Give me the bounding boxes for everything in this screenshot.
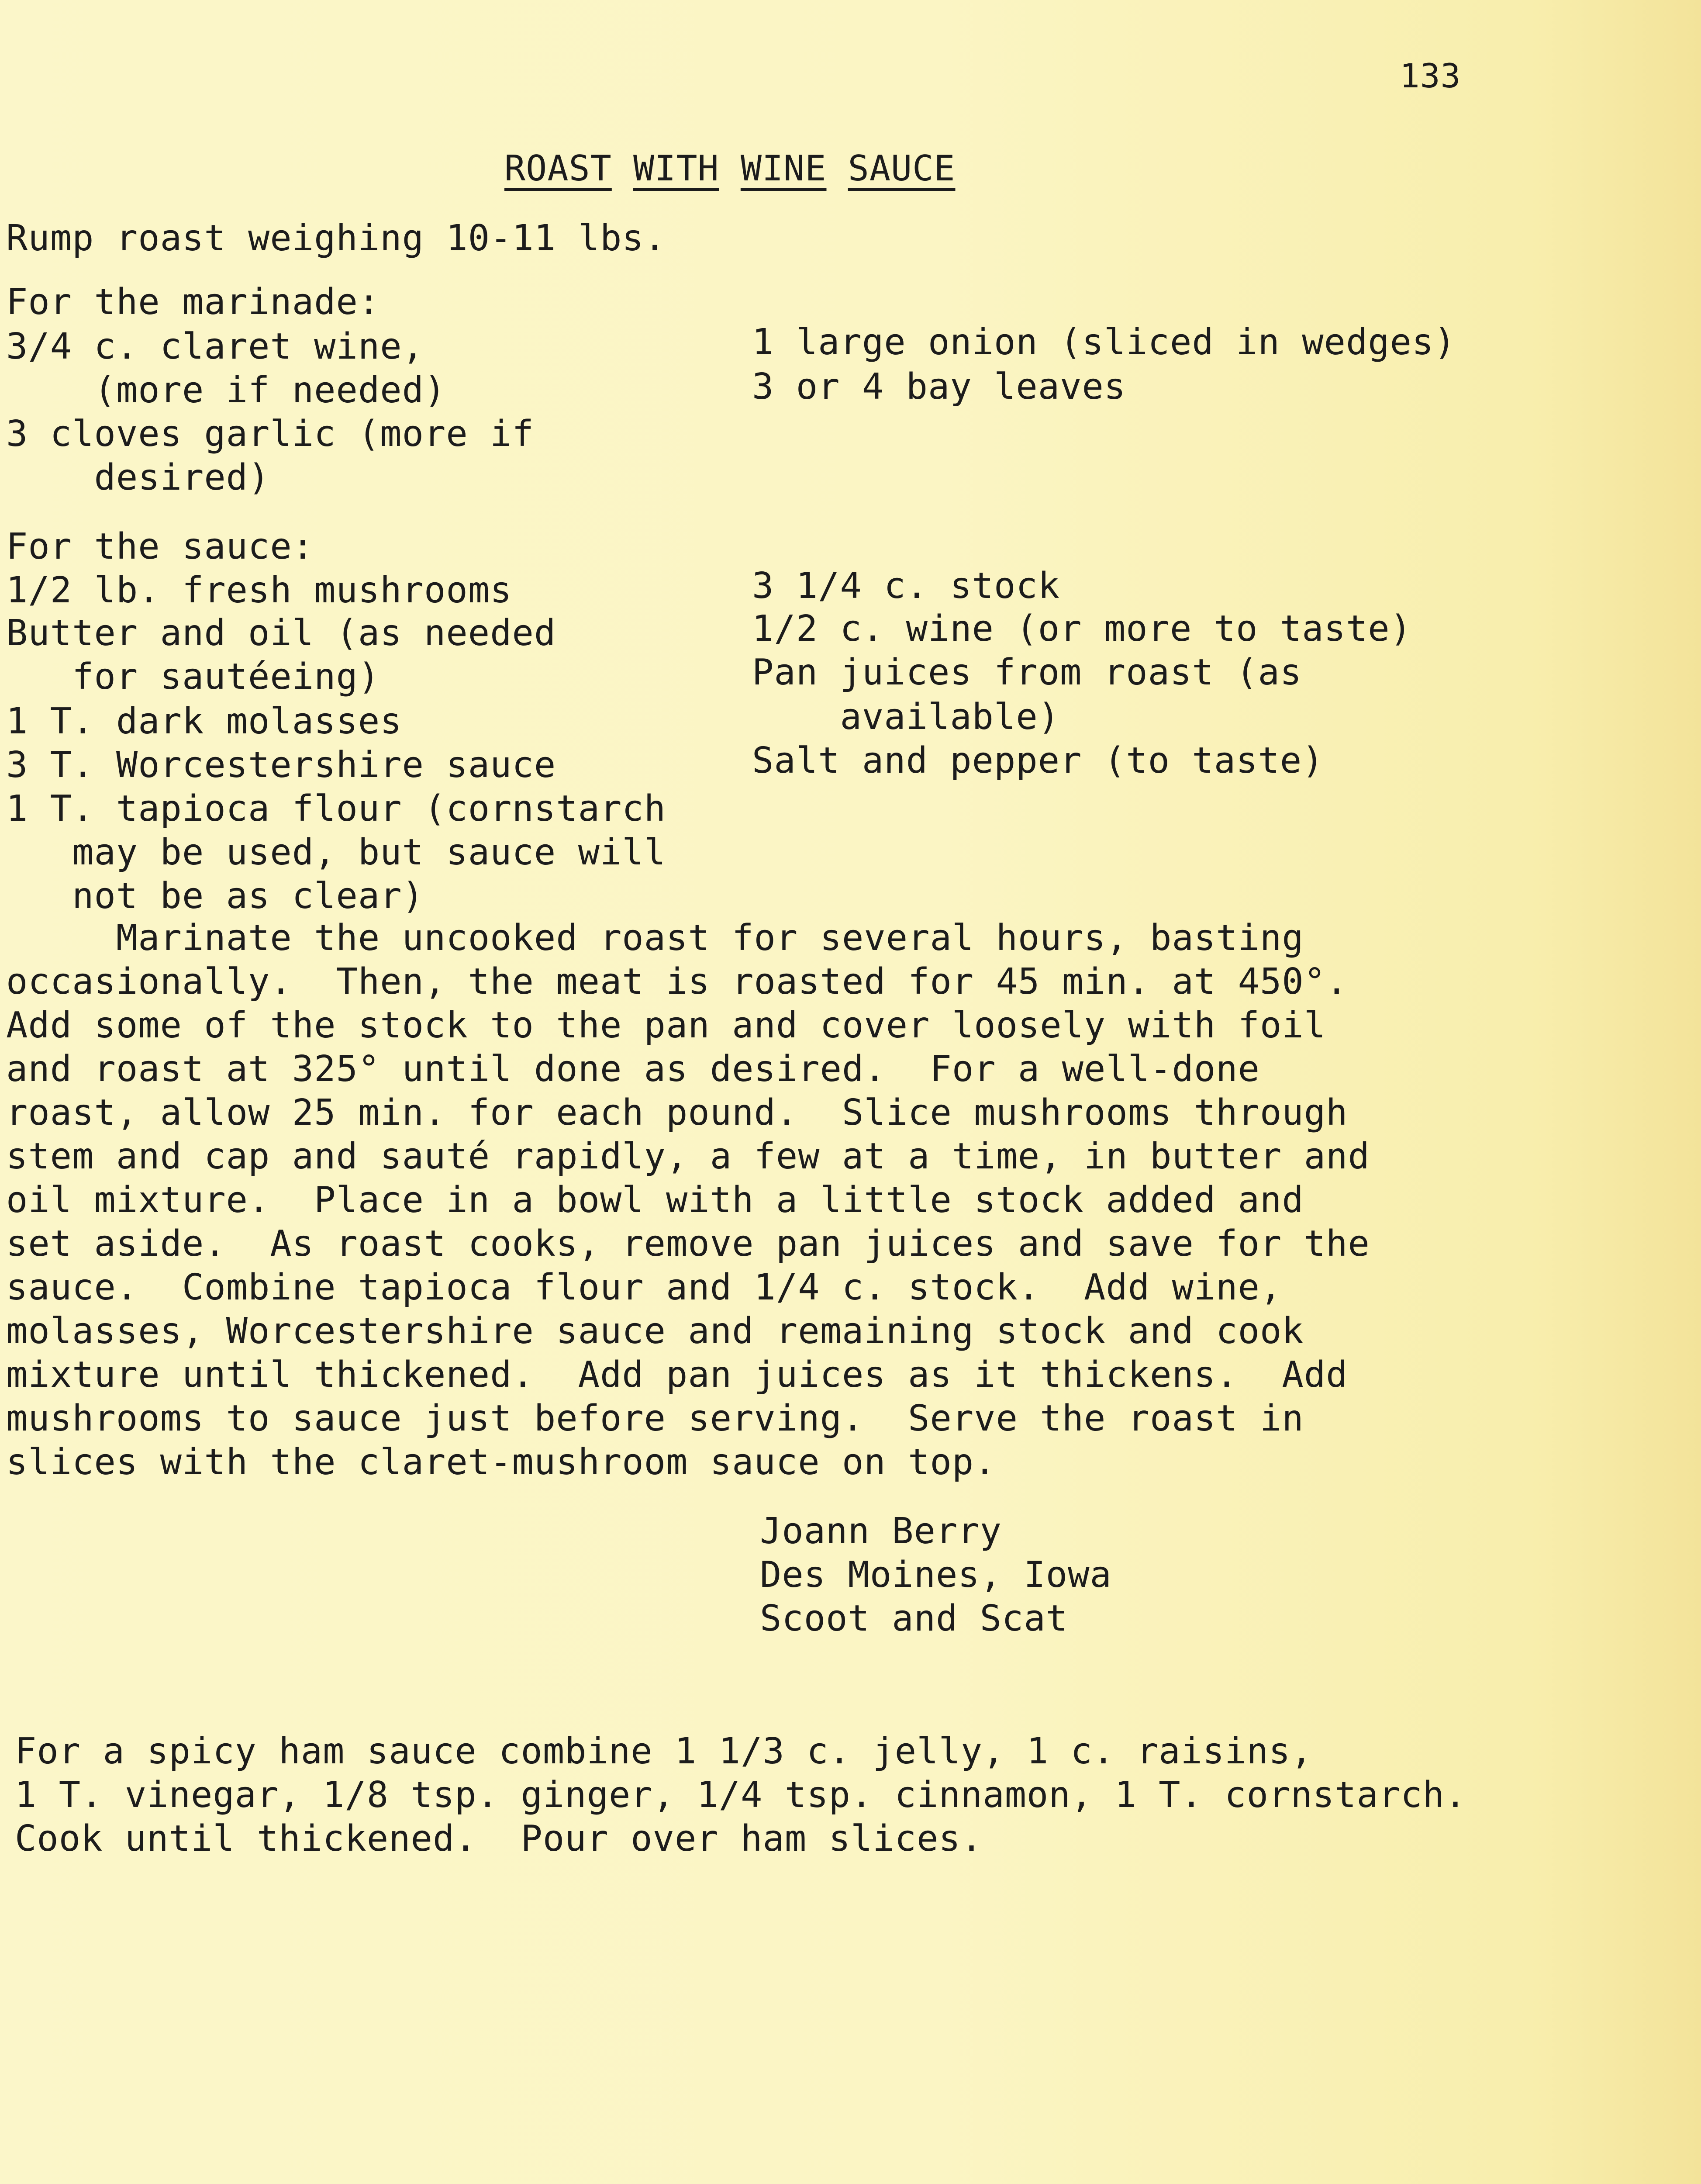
instruction-line: Marinate the uncooked roast for several hours, basting	[6, 917, 1304, 959]
instruction-line: set aside. As roast cooks, remove pan juices and save for the	[6, 1223, 1370, 1265]
title-word: ROAST	[504, 148, 612, 189]
instruction-line: stem and cap and sauté rapidly, a few at a time, in butter and	[6, 1136, 1370, 1177]
sauce-ingredient: may be used, but sauce will	[6, 832, 666, 873]
sauce-ingredient: Butter and oil (as needed	[6, 612, 556, 654]
instruction-line: Add some of the stock to the pan and cover loosely with foil	[6, 1005, 1326, 1046]
tip-line: Cook until thickened. Pour over ham slices.	[15, 1818, 983, 1859]
instruction-line: and roast at 325° until done as desired. For a well-done	[6, 1048, 1260, 1090]
marinade-ingredient: 1 large onion (sliced in wedges)	[752, 321, 1456, 363]
sauce-ingredient: available)	[752, 696, 1060, 738]
instruction-line: molasses, Worcestershire sauce and remaining stock and cook	[6, 1310, 1304, 1352]
sauce-ingredient: 1/2 c. wine (or more to taste)	[752, 608, 1412, 650]
sauce-heading: For the sauce:	[6, 526, 314, 567]
signature-group: Scoot and Scat	[760, 1598, 1068, 1639]
sauce-ingredient: 1 T. dark molasses	[6, 701, 402, 742]
sauce-ingredient: Salt and pepper (to taste)	[752, 740, 1324, 781]
signature-city: Des Moines, Iowa	[760, 1554, 1112, 1596]
marinade-ingredient: 3/4 c. claret wine,	[6, 326, 424, 367]
marinade-ingredient: 3 or 4 bay leaves	[752, 366, 1126, 408]
title-word: SAUCE	[848, 148, 956, 189]
marinade-heading: For the marinade:	[6, 281, 380, 323]
signature-name: Joann Berry	[760, 1510, 1002, 1552]
title-word: WITH	[633, 148, 719, 189]
sauce-ingredient: Pan juices from roast (as	[752, 652, 1302, 693]
instruction-line: roast, allow 25 min. for each pound. Slice mushrooms through	[6, 1092, 1348, 1133]
instruction-line: mushrooms to sauce just before serving. Serve the roast in	[6, 1398, 1304, 1439]
instruction-line: occasionally. Then, the meat is roasted for 45 min. at 450°.	[6, 961, 1348, 1002]
instruction-line: sauce. Combine tapioca flour and 1/4 c. stock. Add wine,	[6, 1267, 1282, 1308]
tip-line: 1 T. vinegar, 1/8 tsp. ginger, 1/4 tsp. cinnamon, 1 T. cornstarch.	[15, 1774, 1467, 1816]
instruction-line: slices with the claret-mushroom sauce on top.	[6, 1441, 996, 1483]
recipe-title	[504, 147, 955, 190]
sauce-ingredient: 1/2 lb. fresh mushrooms	[6, 570, 512, 611]
marinade-ingredient: 3 cloves garlic (more if	[6, 413, 534, 455]
instruction-line: mixture until thickened. Add pan juices as it thickens. Add	[6, 1354, 1348, 1396]
sauce-ingredient: for sautéeing)	[6, 656, 380, 698]
tip-line: For a spicy ham sauce combine 1 1/3 c. jelly, 1 c. raisins,	[15, 1731, 1313, 1772]
roast-intro: Rump roast weighing 10-11 lbs.	[6, 218, 666, 259]
page-number: 133	[1400, 56, 1461, 95]
sauce-ingredient: not be as clear)	[6, 875, 424, 917]
sauce-ingredient: 3 1/4 c. stock	[752, 565, 1060, 607]
instruction-line: oil mixture. Place in a bowl with a little stock added and	[6, 1179, 1304, 1221]
marinade-ingredient: (more if needed)	[6, 370, 446, 411]
title-word: WINE	[740, 148, 827, 189]
sauce-ingredient: 3 T. Worcestershire sauce	[6, 744, 556, 786]
sauce-ingredient: 1 T. tapioca flour (cornstarch	[6, 788, 666, 829]
marinade-ingredient: desired)	[6, 457, 270, 498]
